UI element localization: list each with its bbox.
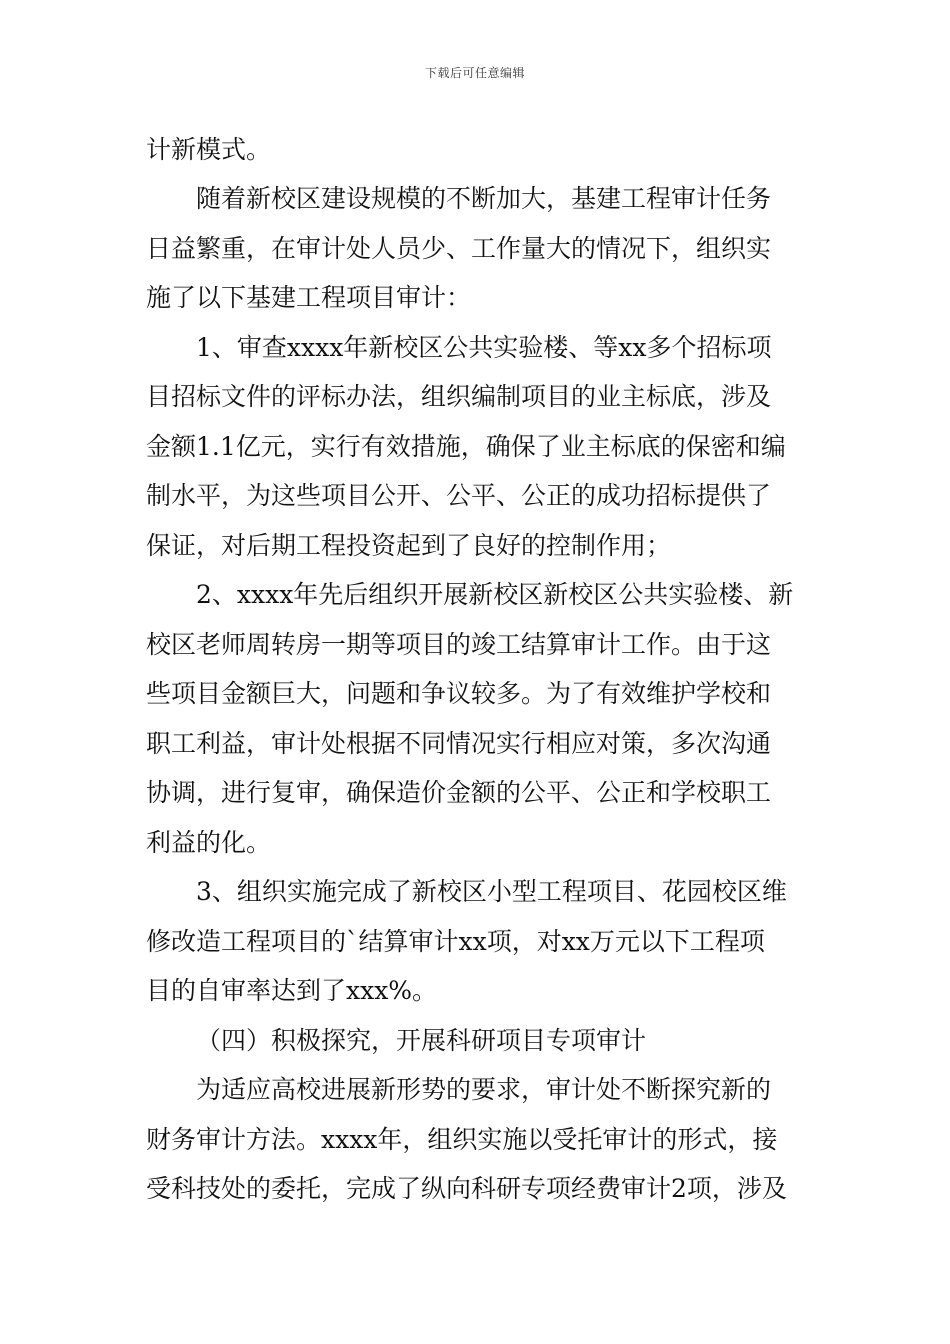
paragraph-line: 2、xxxx年先后组织开展新校区新校区公共实验楼、新 <box>196 580 794 609</box>
paragraph-line: 为适应高校进展新形势的要求，审计处不断探究新的 <box>196 1075 772 1104</box>
section-heading: （四）积极探究，开展科研项目专项审计 <box>196 1026 647 1055</box>
paragraph-line: 些项目金额巨大，问题和争议较多。为了有效维护学校和 <box>146 679 772 708</box>
paragraph-line: 利益的化。 <box>146 828 272 857</box>
paragraph-line: 保证，对后期工程投资起到了良好的控制作用； <box>146 531 672 560</box>
page-header: 下载后可任意编辑 <box>424 66 525 80</box>
paragraph-line: 计新模式。 <box>146 135 272 164</box>
paragraph-line: 受科技处的委托，完成了纵向科研专项经费审计2项，涉及 <box>146 1174 787 1203</box>
paragraph-line: 日益繁重，在审计处人员少、工作量大的情况下，组织实 <box>146 234 772 263</box>
paragraph-line: 随着新校区建设规模的不断加大，基建工程审计任务 <box>196 184 772 213</box>
paragraph-line: 制水平，为这些项目公开、公平、公正的成功招标提供了 <box>146 481 772 510</box>
paragraph-line: 3、组织实施完成了新校区小型工程项目、花园校区维 <box>196 877 787 906</box>
paragraph-line: 目招标文件的评标办法，组织编制项目的业主标底，涉及 <box>146 382 772 411</box>
paragraph-line: 1、审查xxxx年新校区公共实验楼、等xx多个招标项 <box>196 333 772 362</box>
paragraph-line: 协调，进行复审，确保造价金额的公平、公正和学校职工 <box>146 778 772 807</box>
paragraph-line: 校区老师周转房一期等项目的竣工结算审计工作。由于这 <box>146 630 772 659</box>
paragraph-line: 修改造工程项目的`结算审计xx项，对xx万元以下工程项 <box>146 927 765 956</box>
paragraph-line: 职工利益，审计处根据不同情况实行相应对策，多次沟通 <box>146 729 772 758</box>
paragraph-line: 目的自审率达到了xxx%。 <box>146 976 438 1005</box>
paragraph-line: 金额1.1亿元，实行有效措施，确保了业主标底的保密和编 <box>146 432 786 461</box>
paragraph-line: 财务审计方法。xxxx年，组织实施以受托审计的形式，接 <box>146 1125 778 1154</box>
paragraph-line: 施了以下基建工程项目审计： <box>146 283 472 312</box>
